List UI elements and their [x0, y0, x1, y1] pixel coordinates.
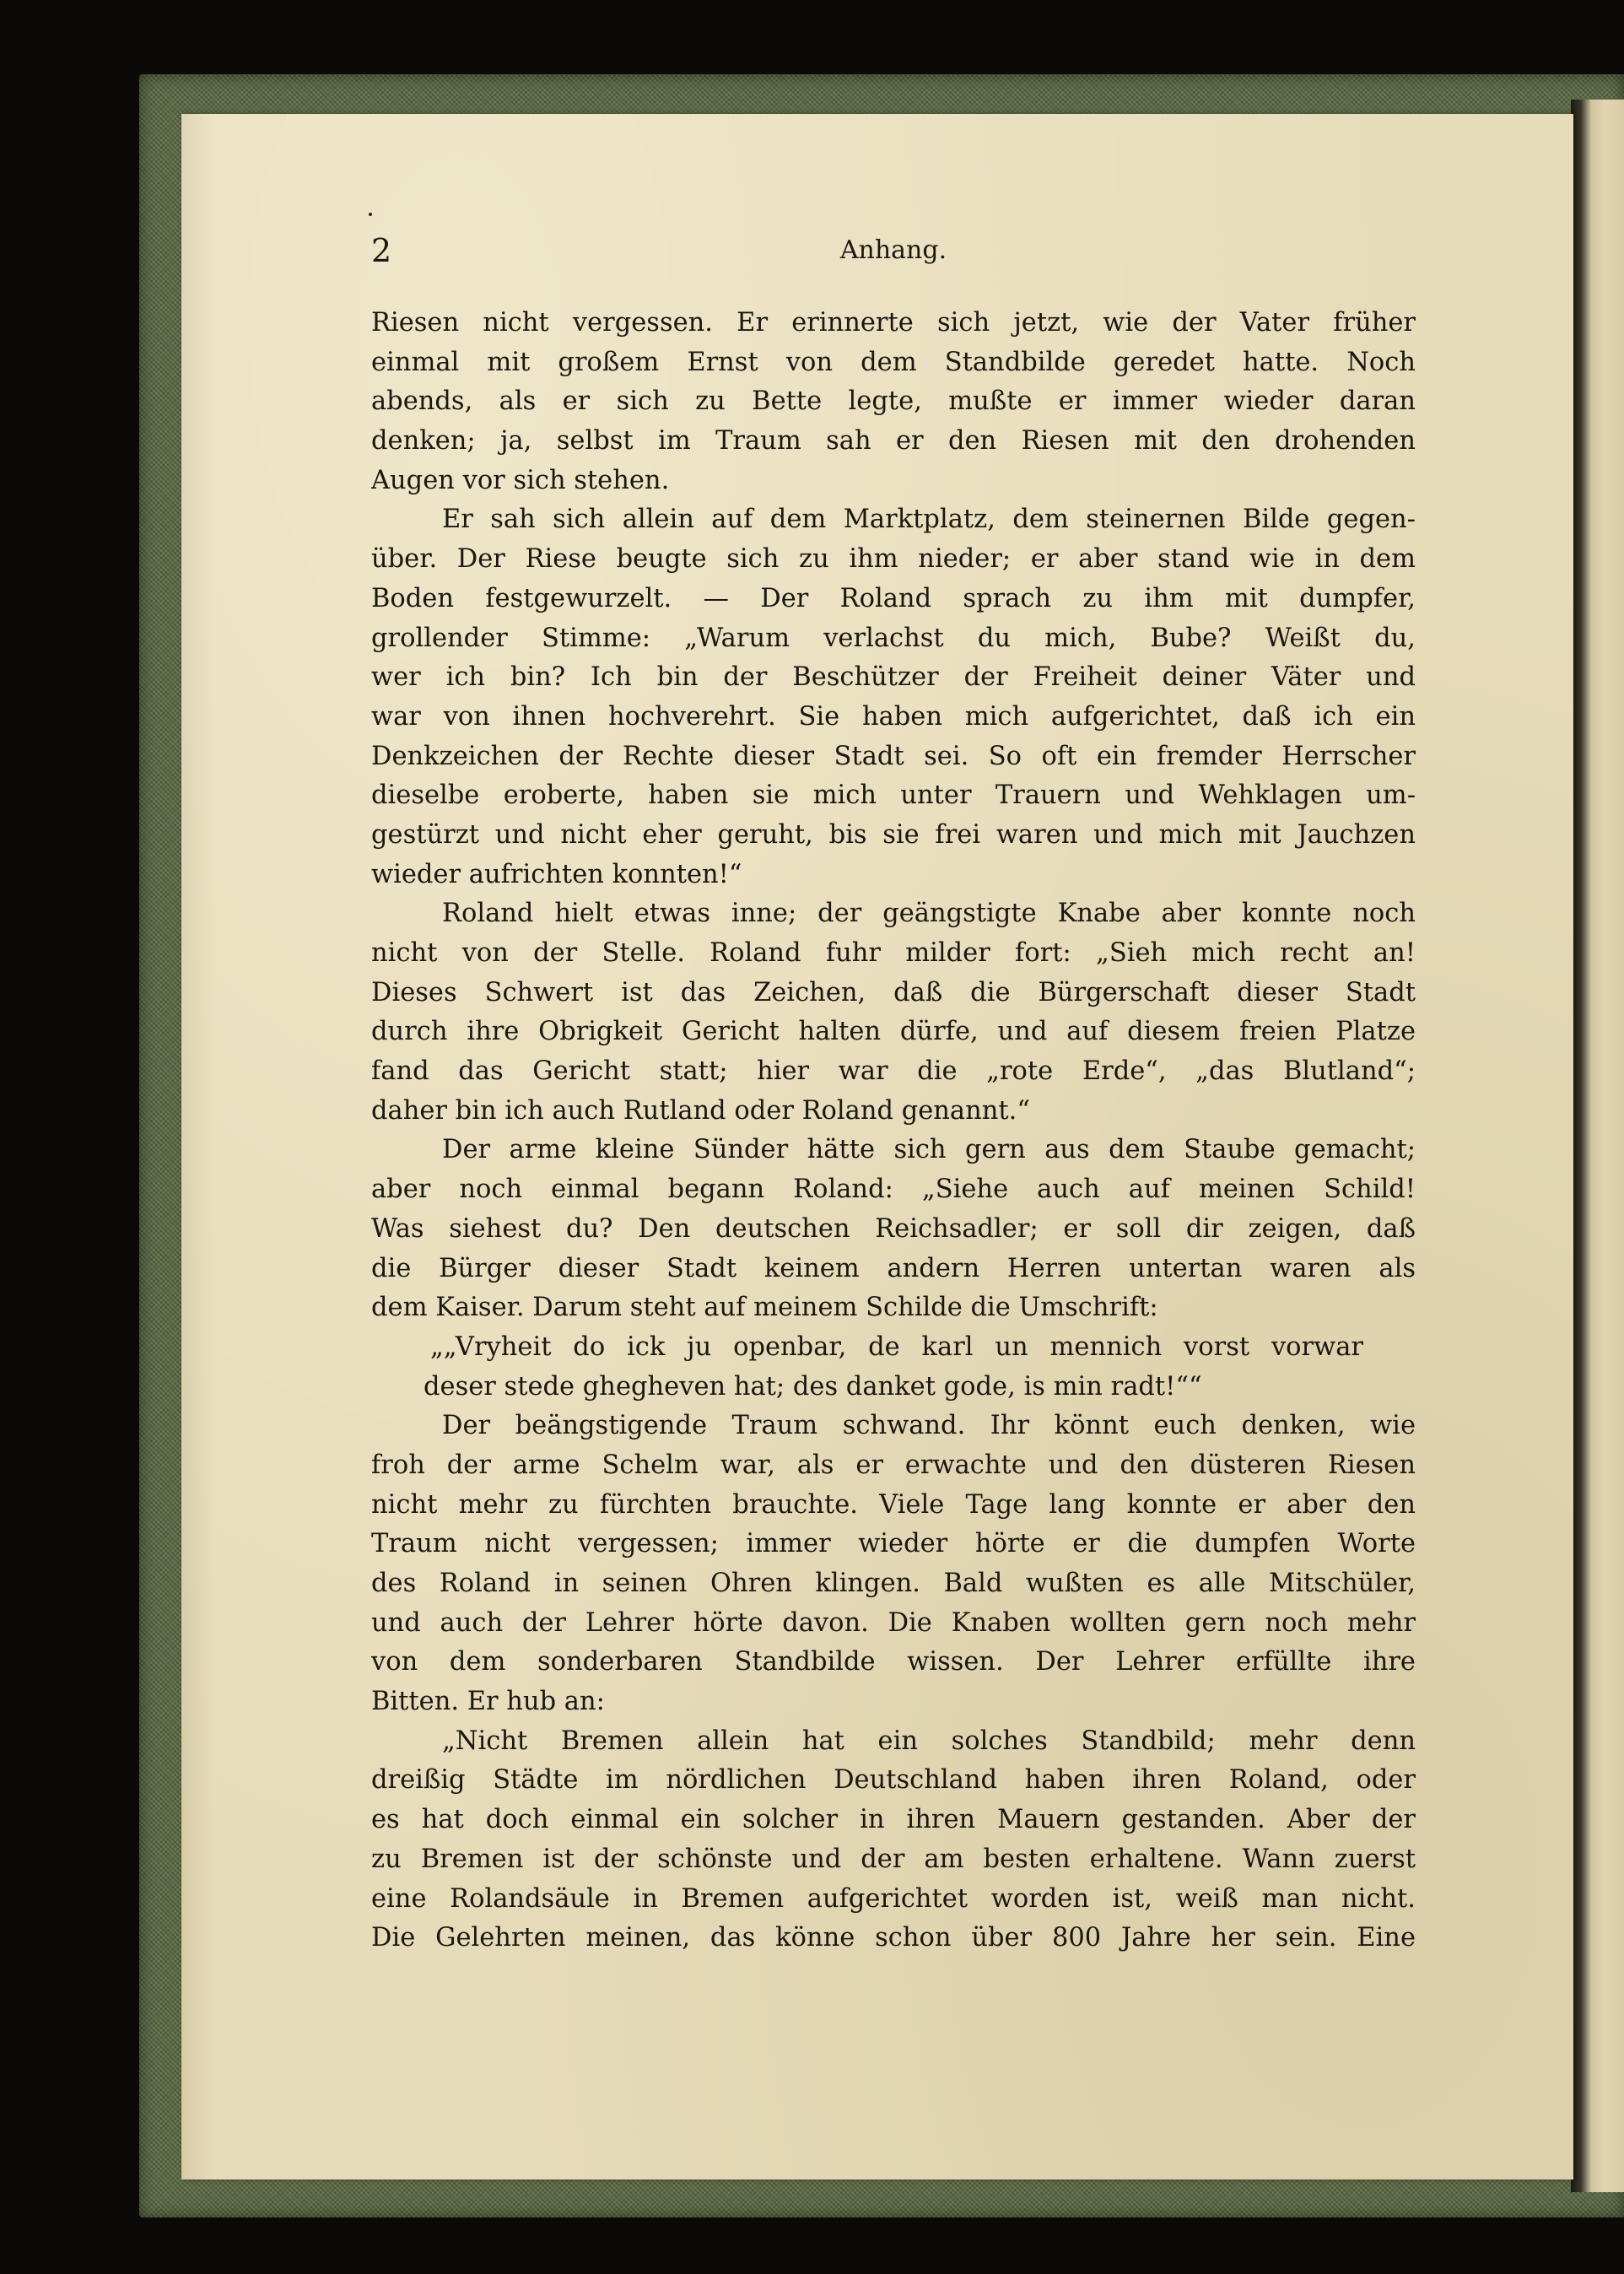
page-number: 2: [371, 232, 392, 269]
facing-page-edge: [1571, 100, 1624, 2192]
text-line: von dem sonderbaren Standbilde wissen. Der Lehrer erfüllte ihre: [371, 1647, 1416, 1677]
text-line: eine Rolandsäule in Bremen aufgerichtet worden ist, weiß man nicht.: [371, 1883, 1416, 1914]
text-line: dreißig Städte im nördlichen Deutschland haben ihren Roland, oder: [371, 1765, 1416, 1796]
text-line: die Bürger dieser Stadt keinem andern Herren untertan waren als: [371, 1253, 1416, 1283]
inscription-line: „„Vryheit do ick ju openbar, de karl un mennich vorst vorwar: [430, 1331, 1363, 1362]
text-line: nicht mehr zu fürchten brauchte. Viele Tage lang konnte er aber den: [371, 1489, 1416, 1520]
text-line: Er sah sich allein auf dem Marktplatz, dem steinernen Bilde gegen-: [442, 505, 1416, 535]
text-line: Der beängstigende Traum schwand. Ihr könnt euch denken, wie: [442, 1411, 1416, 1441]
body-text: [371, 304, 1416, 1958]
text-line: Die Gelehrten meinen, das könne schon über 800 Jahre her sein. Eine: [371, 1923, 1416, 1953]
text-line: Denkzeichen der Rechte dieser Stadt sei. So oft ein fremder Herrscher: [371, 741, 1416, 771]
text-line: Dieses Schwert ist das Zeichen, daß die Bürgerschaft dieser Stadt: [371, 977, 1416, 1007]
text-line: abends, als er sich zu Bette legte, mußte er immer wieder daran: [371, 386, 1416, 417]
text-line: grollender Stimme: „Warum verlachst du mich, Bube? Weißt du,: [371, 623, 1416, 653]
text-line: daher bin ich auch Rutland oder Roland genannt.“: [371, 1095, 1030, 1126]
text-line: Riesen nicht vergessen. Er erinnerte sich jetzt, wie der Vater früher: [371, 308, 1416, 338]
text-line: Augen vor sich stehen.: [371, 465, 670, 495]
text-line: wer ich bin? Ich bin der Beschützer der Freiheit deiner Väter und: [371, 662, 1416, 693]
text-line: fand das Gericht statt; hier war die „rote Erde“, „das Blutland“;: [371, 1056, 1416, 1087]
text-line: des Roland in seinen Ohren klingen. Bald wußten es alle Mitschüler,: [371, 1569, 1416, 1598]
text-line: aber noch einmal begann Roland: „Siehe auch auf meinen Schild!: [371, 1175, 1416, 1205]
text-line: Was siehest du? Den deutschen Reichsadler; er soll dir zeigen, daß: [371, 1213, 1416, 1244]
text-line: war von ihnen hochverehrt. Sie haben mich aufgerichtet, daß ich ein: [371, 701, 1416, 732]
text-line: Roland hielt etwas inne; der geängstigte Knabe aber konnte noch: [442, 899, 1416, 929]
text-line: Der arme kleine Sünder hätte sich gern aus dem Staube gemacht;: [442, 1135, 1416, 1165]
text-line: es hat doch einmal ein solcher in ihren Mauern gestanden. Aber der: [371, 1805, 1416, 1835]
text-line: nicht von der Stelle. Roland fuhr milder fort: „Sieh mich recht an!: [371, 938, 1416, 968]
text-line: Boden festgewurzelt. — Der Roland sprach zu ihm mit dumpfer,: [371, 583, 1416, 613]
text-line: Bitten. Er hub an:: [371, 1687, 605, 1717]
running-head: Anhang.: [839, 235, 947, 265]
text-line: über. Der Riese beugte sich zu ihm nieder; er aber stand wie in dem: [371, 544, 1416, 575]
text-line: „Nicht Bremen allein hat ein solches Standbild; mehr denn: [442, 1726, 1416, 1756]
text-line: gestürzt und nicht eher geruht, bis sie frei waren und mich mit Jauchzen: [371, 819, 1416, 850]
text-line: einmal mit großem Ernst von dem Standbilde geredet hatte. Noch: [371, 347, 1416, 377]
text-line: und auch der Lehrer hörte davon. Die Knaben wollten gern noch mehr: [371, 1607, 1416, 1638]
page-header: [371, 230, 1416, 272]
text-line: zu Bremen ist der schönste und der am besten erhaltene. Wann zuerst: [371, 1844, 1416, 1874]
text-line: froh der arme Schelm war, als er erwachte und den düsteren Riesen: [371, 1450, 1416, 1480]
text-line: dem Kaiser. Darum steht auf meinem Schilde die Umschrift:: [371, 1293, 1158, 1323]
text-line: durch ihre Obrigkeit Gericht halten dürfe, und auf diesem freien Platze: [371, 1017, 1416, 1047]
text-line: Traum nicht vergessen; immer wieder hörte er die dumpfen Worte: [371, 1529, 1416, 1559]
text-line: denken; ja, selbst im Traum sah er den Riesen mit den drohenden: [371, 426, 1416, 456]
inscription-line: deser stede ghegheven hat; des danket gode, is min radt!““: [424, 1371, 1202, 1402]
text-line: dieselbe eroberte, haben sie mich unter Trauern und Wehklagen um-: [371, 781, 1416, 811]
binding-mark: [369, 213, 372, 216]
text-line: wieder aufrichten konnten!“: [371, 859, 742, 889]
